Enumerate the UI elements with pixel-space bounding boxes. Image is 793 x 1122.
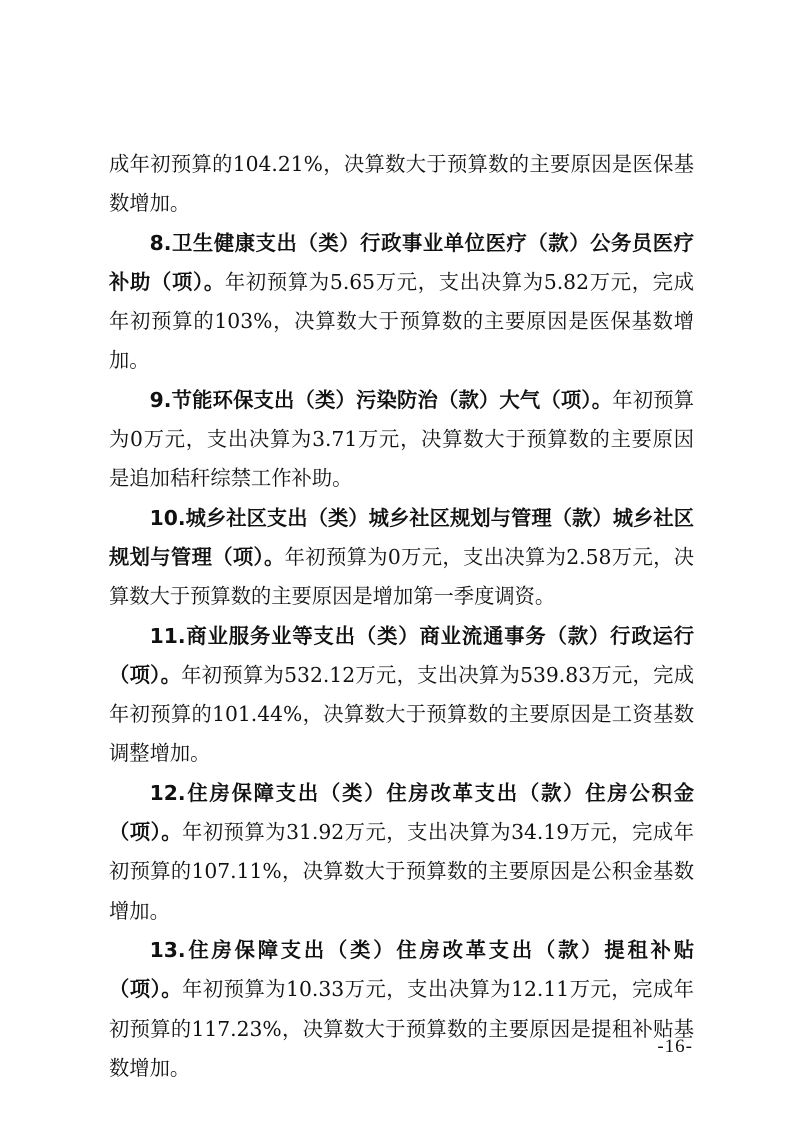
- paragraph-item-10: [109, 499, 694, 617]
- paragraph-item-8: [109, 224, 694, 381]
- paragraph-body: 成年初预算的104.21%，决算数大于预算数的主要原因是医保基数增加。: [109, 152, 694, 216]
- paragraph-body: 年初预算为532.12万元，支出决算为539.83万元，完成年初预算的101.44%，决算数大于预算数的主要原因是工资基数调整增加。: [109, 662, 694, 766]
- paragraph-body: 年初预算为0万元，支出决算为2.58万元，决算数大于预算数的主要原因是增加第一季度调资。: [109, 544, 695, 609]
- paragraph-heading: 13.住房保障支出（类）住房改革支出（款）提租补贴（项）。: [109, 937, 694, 1002]
- paragraph-body: 年初预算为10.33万元，支出决算为12.11万元，完成年初预算的117.23%，决算数大于预算数的主要原因是提租补贴基数增加。: [109, 977, 695, 1080]
- document-page: [109, 145, 694, 1088]
- paragraph-item-11: [109, 617, 694, 774]
- paragraph-heading: 9.节能环保支出（类）污染防治（款）大气（项）。: [149, 387, 613, 412]
- paragraph-continuation: [109, 145, 694, 224]
- paragraph-body: 年初预算为5.65万元，支出决算为5.82万元，完成年初预算的103%，决算数大于预算数的主要原因是医保基数增加。: [109, 269, 694, 373]
- paragraph-heading: 11.商业服务业等支出（类）商业流通事务（款）行政运行（项）。: [109, 623, 694, 687]
- paragraph-item-9: [109, 381, 694, 499]
- paragraph-body: 年初预算为31.92万元，支出决算为34.19万元，完成年初预算的107.11%，决算数大于预算数的主要原因是公积金基数增加。: [109, 820, 695, 923]
- paragraph-heading: 12.住房保障支出（类）住房改革支出（款）住房公积金（项）。: [109, 780, 694, 845]
- paragraph-body: 年初预算为0万元，支出决算为3.71万元，决算数大于预算数的主要原因是追加秸秆综禁工作补助。: [109, 387, 694, 491]
- paragraph-heading: 10.城乡社区支出（类）城乡社区规划与管理（款）城乡社区规划与管理（项）。: [109, 505, 694, 569]
- paragraph-item-13: [109, 931, 694, 1088]
- page-number: -16-: [657, 1036, 693, 1057]
- paragraph-heading: 8.卫生健康支出（类）行政事业单位医疗（款）公务员医疗补助（项）。: [109, 230, 694, 294]
- paragraph-item-12: [109, 774, 694, 931]
